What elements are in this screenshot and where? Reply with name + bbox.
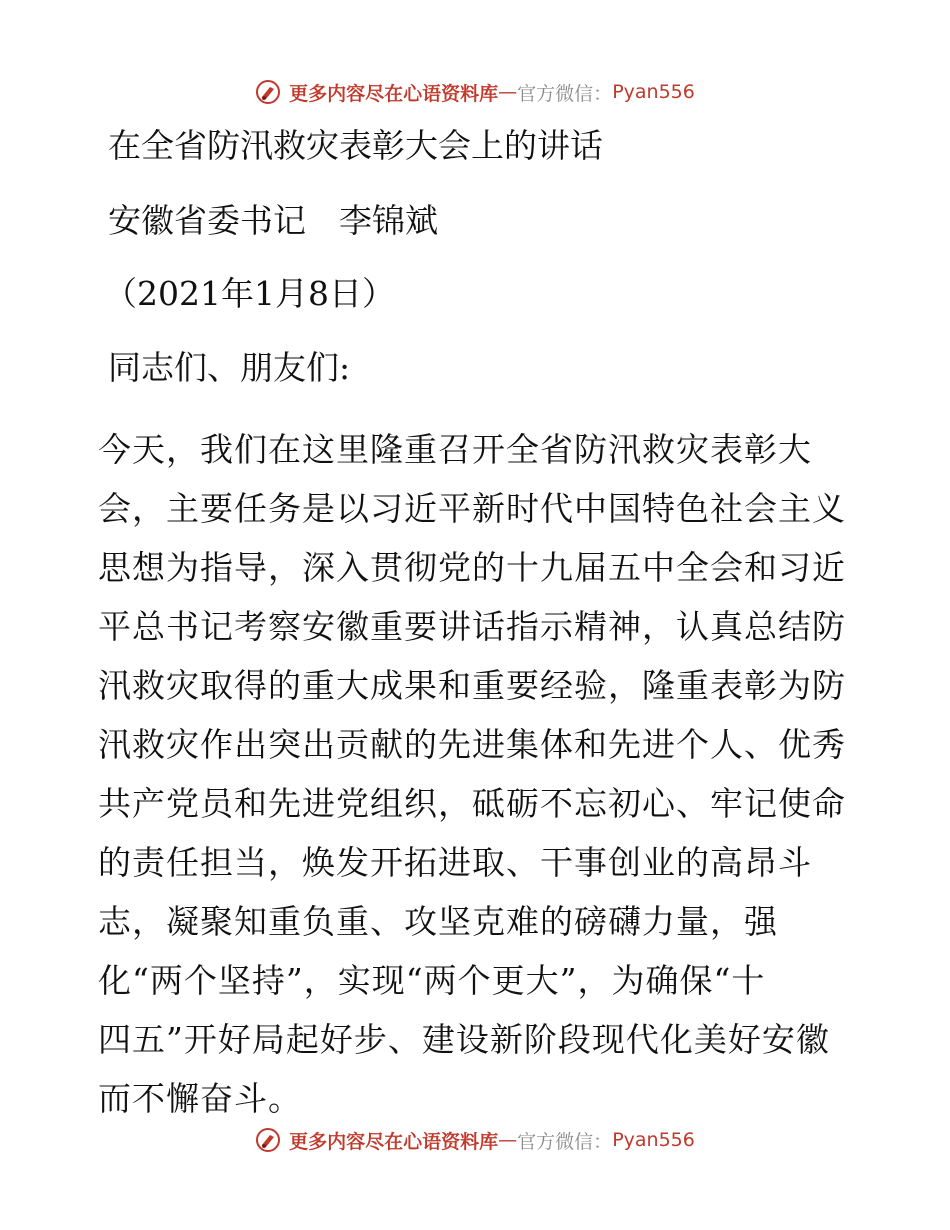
document-title: 在全省防汛救灾表彰大会上的讲话 <box>108 126 603 165</box>
paragraph-line: 共产党员和先进党组织，砥砺不忘初心、牢记使命 <box>98 784 846 823</box>
paragraph-line: 思想为指导，深入贯彻党的十九届五中全会和习近 <box>98 548 846 587</box>
paragraph-line: 平总书记考察安徽重要讲话指示精神，认真总结防 <box>98 607 846 646</box>
paragraph-line: 而不懈奋斗。 <box>98 1079 302 1118</box>
paragraph-line: 四五”开好局起好步、建设新阶段现代化美好安徽 <box>98 1020 830 1059</box>
watermark-library-text: 更多内容尽在心语资料库 <box>289 1130 499 1153</box>
watermark-official-text: 官方微信： <box>517 1130 613 1153</box>
watermark-official-text: 官方微信： <box>517 82 613 105</box>
body-paragraph <box>98 420 858 1128</box>
paragraph-line: 会，主要任务是以习近平新时代中国特色社会主义 <box>98 489 846 528</box>
watermark-separator: — <box>498 1129 518 1151</box>
paragraph-line: 的责任担当，焕发开拓进取、干事创业的高昂斗 <box>98 843 812 882</box>
header-watermark <box>0 72 950 112</box>
paragraph-line: 汛救灾取得的重大成果和重要经验，隆重表彰为防 <box>98 666 846 705</box>
paragraph-line: 汛救灾作出突出贡献的先进集体和先进个人、优秀 <box>98 725 846 764</box>
watermark-wechat-id: Pyan556 <box>612 1129 695 1151</box>
watermark-separator: — <box>498 81 518 103</box>
document-author: 安徽省委书记 李锦斌 <box>108 201 438 240</box>
paragraph-line: 志，凝聚知重负重、攻坚克难的磅礴力量，强 <box>98 902 778 941</box>
document-greeting: 同志们、朋友们: <box>108 348 351 387</box>
paragraph-line: 今天，我们在这里隆重召开全省防汛救灾表彰大 <box>98 430 812 469</box>
footer-watermark <box>0 1120 950 1160</box>
paragraph-line: 化“两个坚持”，实现“两个更大”，为确保“十 <box>98 961 766 1000</box>
watermark-wechat-id: Pyan556 <box>612 81 695 103</box>
watermark-library-text: 更多内容尽在心语资料库 <box>289 82 499 105</box>
logo-icon <box>255 79 281 105</box>
document-date: （2021年1月8日） <box>104 274 395 313</box>
logo-icon <box>255 1127 281 1153</box>
